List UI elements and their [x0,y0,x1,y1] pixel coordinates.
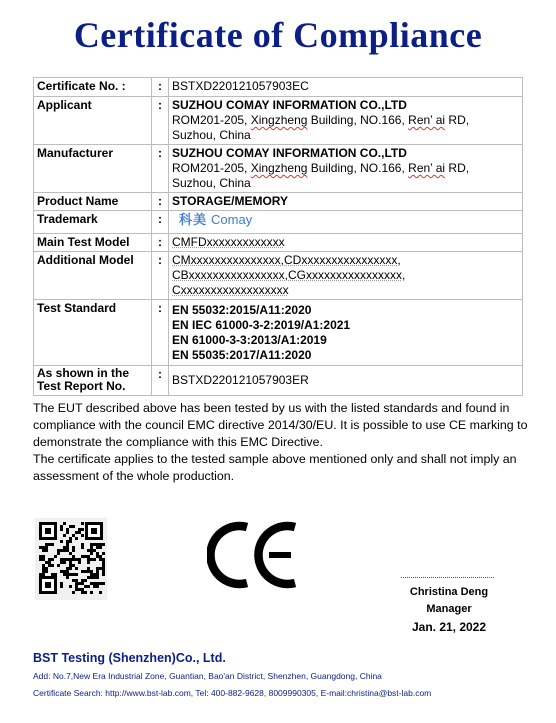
row-applicant [34,97,523,145]
colon: : [152,211,169,234]
additional-model-line2: CBxxxxxxxxxxxxxxxx,CGxxxxxxxxxxxxxxxx, [172,268,406,282]
colon: : [152,145,169,193]
ce-mark [207,520,299,590]
row-additional-model [34,252,523,300]
additional-model-value [169,252,523,300]
colon: : [152,366,169,396]
compliance-statement: The EUT described above has been tested by us with the listed standards and found in compliance with the council EMC directive 2014/30/EU. It is possible to use CE marking to demonstrate the compliance with this EMC Directive. [33,401,528,449]
standard-item: EN 61000-3-3:2013/A1:2019 [172,332,327,347]
row-trademark [34,211,523,234]
colon: : [152,193,169,211]
manufacturer-address-line2: Suzhou, China [172,176,251,190]
standard-item: EN 55032:2015/A11:2020 [172,302,312,317]
colon: : [152,97,169,145]
colon: : [152,300,169,366]
additional-model-label: Additional Model [34,252,152,300]
row-test-report-no [34,366,523,396]
issuer-company: BST Testing (Shenzhen)Co., Ltd. [33,651,226,665]
row-product-name [34,193,523,211]
standard-item: EN IEC 61000-3-2:2019/A1:2021 [172,317,351,332]
trademark-logo: 科美 Comay [169,211,523,234]
issuer-contact: Certificate Search: http://www.bst-lab.com, Tel: 400-882-9628, 8009990305, E-mail:christina@bst-lab.com [33,688,432,698]
test-standard-label: Test Standard [34,300,152,366]
additional-model-line3: Cxxxxxxxxxxxxxxxxxx [172,283,289,297]
certificate-no-label: Certificate No. : [34,78,152,97]
colon: : [152,252,169,300]
certificate-title: Certificate of Compliance [73,15,483,55]
main-test-model-value: CMFDxxxxxxxxxxxxx [169,234,523,252]
manufacturer-label: Manufacturer [34,145,152,193]
additional-model-line1: CMxxxxxxxxxxxxxxx,CDxxxxxxxxxxxxxxxx, [172,253,401,267]
standard-item: EN 55035:2017/A11:2020 [172,347,312,362]
ce-letter-c [210,526,247,584]
manufacturer-address-line1: ROM201-205, Xingzheng Building, NO.166, Ren’ ai RD, [172,161,470,175]
signatory-name: Christina Deng [409,586,489,598]
certificate-details-table [33,77,523,396]
row-manufacturer [34,145,523,193]
row-certificate-no [34,78,523,97]
test-standard-value [169,300,523,366]
applicant-name: SUZHOU COMAY INFORMATION CO.,LTD [172,98,407,112]
manufacturer-value [169,145,523,193]
product-name-value: STORAGE/MEMORY [169,193,523,211]
qr-code [35,518,107,600]
issuer-address: Add: No.7,New Era Industrial Zone, Guantian, Bao'an District, Shenzhen, Guangdong, China [33,671,382,681]
certificate-no-value: BSTXD220121057903EC [169,78,523,97]
signatory-title: Manager [426,603,472,615]
trademark-label: Trademark [34,211,152,234]
test-report-value: BSTXD220121057903ER [169,366,523,396]
colon: : [152,78,169,97]
applicant-address-line2: Suzhou, China [172,128,251,142]
main-test-model-label: Main Test Model [34,234,152,252]
signature-line [401,577,494,578]
colon: : [152,234,169,252]
product-name-label: Product Name [34,193,152,211]
row-main-test-model [34,234,523,252]
row-test-standard [34,300,523,366]
applicant-value [169,97,523,145]
scope-statement: The certificate applies to the tested sample above mentioned only and shall not imply an assessment of the whole production. [33,452,517,483]
applicant-address-line1: ROM201-205, Xingzheng Building, NO.166, Ren’ ai RD, [172,113,470,127]
manufacturer-name: SUZHOU COMAY INFORMATION CO.,LTD [172,146,407,160]
certificate-date: Jan. 21, 2022 [411,620,487,634]
test-report-label: As shown in the Test Report No. [34,366,152,396]
applicant-label: Applicant [34,97,152,145]
